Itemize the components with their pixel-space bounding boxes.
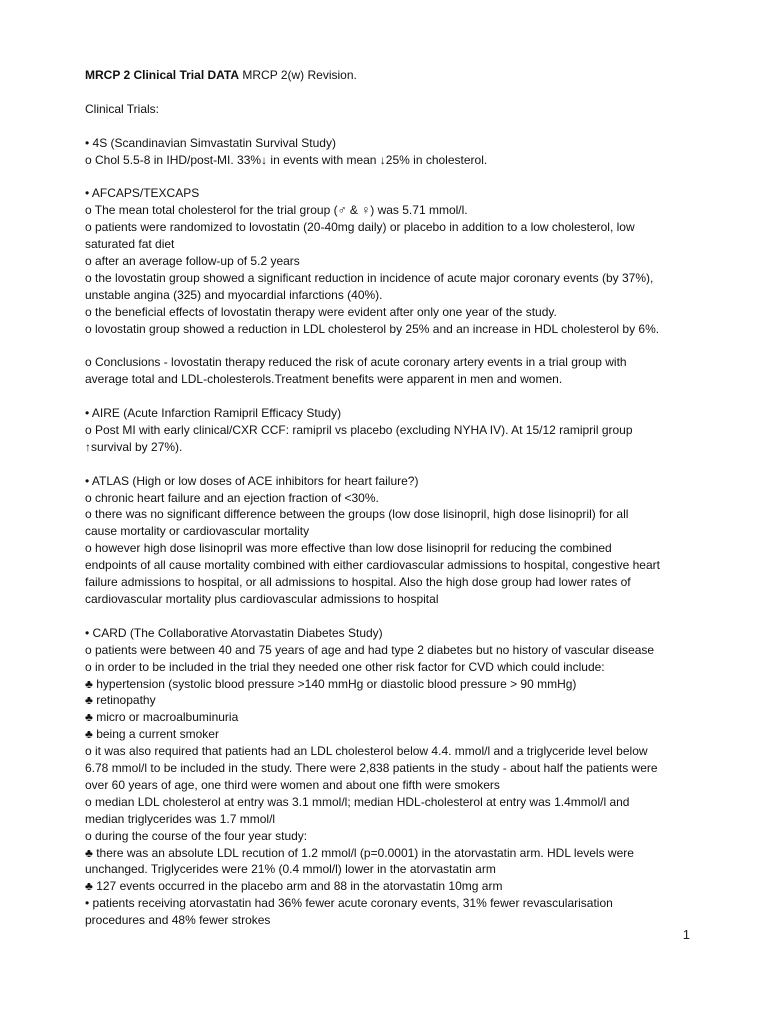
text-line: o it was also required that patients had an LDL cholesterol below 4.4. mmol/l and a triglyceride level below — [85, 744, 648, 759]
text-line: ♣ being a current smoker — [85, 727, 219, 742]
spacer — [85, 168, 700, 185]
spacer — [85, 84, 700, 101]
spacer — [85, 608, 700, 625]
page-number: 1 — [682, 927, 690, 942]
text-line: o The mean total cholesterol for the trial group (♂ & ♀) was 5.71 mmol/l. — [85, 203, 468, 218]
text-line: o the lovostatin group showed a significant reduction in incidence of acute major coronary events (by 37%), — [85, 270, 654, 285]
text-line: • patients receiving atorvastatin had 36% fewer acute coronary events, 31% fewer revascularisation — [85, 896, 613, 911]
trial-section — [85, 473, 700, 608]
trial-section — [85, 354, 700, 388]
text-line: ♣ micro or macroalbuminuria — [85, 710, 239, 725]
text-line: ♣ hypertension (systolic blood pressure >140 mmHg or diastolic blood pressure > 90 mmHg) — [85, 676, 577, 691]
text-line: procedures and 48% fewer strokes — [85, 913, 271, 928]
text-line: o median LDL cholesterol at entry was 3.1 mmol/l; median HDL-cholesterol at entry was 1.4mmol/l and — [85, 794, 630, 809]
text-line: o there was no significant difference between the groups (low dose lisinopril, high dose lisinopril) for all — [85, 507, 629, 522]
spacer — [85, 337, 700, 354]
trial-section — [85, 405, 700, 456]
text-line: unchanged. Triglycerides were 21% (0.4 mmol/l) lower in the atorvastatin arm — [85, 862, 496, 877]
section-first-line: • CARD (The Collaborative Atorvastatin Diabetes Study) — [85, 625, 383, 640]
spacer — [85, 388, 700, 405]
text-line: unstable angina (325) and myocardial infarctions (40%). — [85, 287, 383, 302]
text-line: o the beneficial effects of lovostatin therapy were evident after only one year of the study. — [85, 304, 557, 319]
text-line: o lovostatin group showed a reduction in LDL cholesterol by 25% and an increase in HDL cholesterol by 6%. — [85, 321, 660, 336]
text-line: endpoints of all cause mortality combined with either cardiovascular admissions to hospital, congestive heart — [85, 558, 660, 573]
text-line: o after an average follow-up of 5.2 years — [85, 253, 300, 268]
text-line: saturated fat diet — [85, 237, 175, 252]
text-line: ♣ 127 events occurred in the placebo arm and 88 in the atorvastatin 10mg arm — [85, 879, 503, 894]
text-line: ♣ retinopathy — [85, 693, 156, 708]
trial-sections — [85, 135, 700, 930]
text-line: o Chol 5.5-8 in IHD/post-MI. 33%↓ in events with mean ↓25% in cholesterol. — [85, 152, 488, 167]
trial-section — [85, 625, 700, 929]
section-heading: Clinical Trials: — [85, 101, 160, 116]
text-line: failure admissions to hospital, or all admissions to hospital. Also the high dose group had lower rates of — [85, 575, 631, 590]
title-bold: MRCP 2 Clinical Trial DATA — [85, 68, 240, 82]
text-line: median triglycerides was 1.7 mmol/l — [85, 811, 276, 826]
section-first-line: o Conclusions - lovostatin therapy reduced the risk of acute coronary artery events in a trial group with — [85, 355, 627, 370]
spacer — [85, 456, 700, 473]
trial-section — [85, 135, 700, 169]
title-subtitle: MRCP 2(w) Revision. — [239, 68, 357, 82]
spacer — [85, 118, 700, 135]
text-line: o in order to be included in the trial they needed one other risk factor for CVD which could include: — [85, 659, 605, 674]
text-line: ♣ there was an absolute LDL recution of 1.2 mmol/l (p=0.0001) in the atorvastatin arm. HDL levels were — [85, 845, 634, 860]
section-first-line: • 4S (Scandinavian Simvastatin Survival Study) — [85, 135, 336, 150]
text-line: o patients were randomized to lovostatin (20-40mg daily) or placebo in addition to a low cholesterol, low — [85, 220, 635, 235]
section-first-line: • AFCAPS/TEXCAPS — [85, 186, 200, 201]
text-line: cardiovascular mortality plus cardiovascular admissions to hospital — [85, 592, 439, 606]
text-line: o however high dose lisinopril was more effective than low dose lisinopril for reducing the combined — [85, 541, 612, 556]
text-line: o chronic heart failure and an ejection fraction of <30%. — [85, 490, 379, 505]
text-line: over 60 years of age, one third were women and about one fifth were smokers — [85, 777, 500, 792]
text-line: cause mortality or cardiovascular mortality — [85, 524, 310, 539]
text-line: o during the course of the four year study: — [85, 828, 308, 843]
text-line: o Post MI with early clinical/CXR CCF: ramipril vs placebo (excluding NYHA IV). At 15/12 ramipril group — [85, 422, 633, 437]
text-line: ↑survival by 27%). — [85, 439, 183, 454]
trial-section — [85, 185, 700, 337]
section-first-line: • ATLAS (High or low doses of ACE inhibitors for heart failure?) — [85, 473, 419, 488]
document-title — [85, 67, 700, 84]
text-line: o patients were between 40 and 75 years of age and had type 2 diabetes but no history of vascular disease — [85, 642, 655, 657]
text-line: average total and LDL-cholesterols.Treatment benefits were apparent in men and women. — [85, 372, 563, 387]
text-line: 6.78 mmol/l to be included in the study. There were 2,838 patients in the study - about half the patients were — [85, 761, 658, 776]
document-body — [85, 67, 700, 929]
section-first-line: • AIRE (Acute Infarction Ramipril Efficacy Study) — [85, 406, 342, 421]
